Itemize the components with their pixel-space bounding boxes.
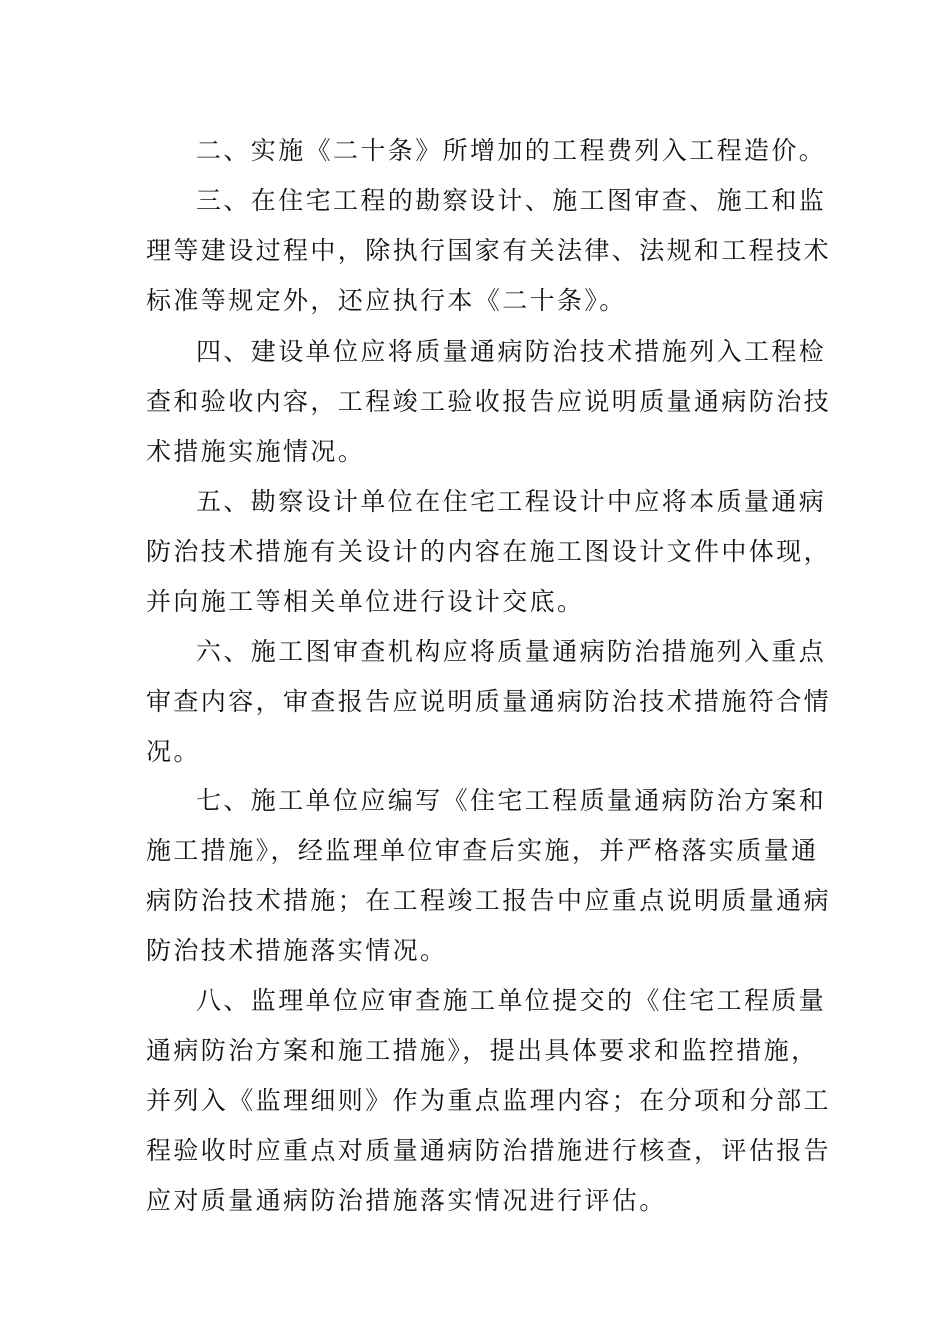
paragraph-7-line-2: 施工措施》，经监理单位审查后实施，并严格落实质量通: [146, 836, 819, 865]
paragraph-3-line-2: 理等建设过程中，除执行国家有关法律、法规和工程技术: [146, 236, 832, 265]
paragraph-3-line-3: 标准等规定外，还应执行本《二十条》。: [146, 286, 627, 315]
paragraph-8-line-3: 并列入《监理细则》作为重点监理内容；在分项和分部工: [146, 1086, 832, 1115]
paragraph-4-line-2: 查和验收内容，工程竣工验收报告应说明质量通病防治技: [146, 387, 832, 416]
paragraph-7-line-3: 病防治技术措施；在工程竣工报告中应重点说明质量通病: [146, 886, 832, 915]
paragraph-8-line-1: 八、监理单位应审查施工单位提交的《住宅工程质量: [196, 986, 827, 1015]
paragraph-5-line-1: 五、勘察设计单位在住宅工程设计中应将本质量通病: [196, 487, 827, 516]
paragraph-8-line-4: 程验收时应重点对质量通病防治措施进行核查，评估报告: [146, 1136, 832, 1165]
paragraph-7-line-1: 七、施工单位应编写《住宅工程质量通病防治方案和: [196, 786, 827, 815]
paragraph-6-line-2: 审查内容，审查报告应说明质量通病防治技术措施符合情: [146, 687, 832, 716]
paragraph-8-line-2: 通病防治方案和施工措施》，提出具体要求和监控措施，: [146, 1036, 819, 1065]
paragraph-7-line-4: 防治技术措施落实情况。: [146, 936, 448, 965]
paragraph-2-line-1: 二、实施《二十条》所增加的工程费列入工程造价。: [196, 136, 827, 165]
paragraph-6-line-1: 六、施工图审查机构应将质量通病防治措施列入重点: [196, 637, 827, 666]
paragraph-4-line-1: 四、建设单位应将质量通病防治技术措施列入工程检: [196, 337, 827, 366]
paragraph-8-line-5: 应对质量通病防治措施落实情况进行评估。: [146, 1186, 667, 1215]
paragraph-4-line-3: 术措施实施情况。: [146, 437, 366, 466]
paragraph-5-line-3: 并向施工等相关单位进行设计交底。: [146, 587, 585, 616]
paragraph-3-line-1: 三、在住宅工程的勘察设计、施工图审查、施工和监: [196, 186, 827, 215]
paragraph-5-line-2: 防治技术措施有关设计的内容在施工图设计文件中体现，: [146, 537, 832, 566]
paragraph-6-line-3: 况。: [146, 737, 201, 766]
